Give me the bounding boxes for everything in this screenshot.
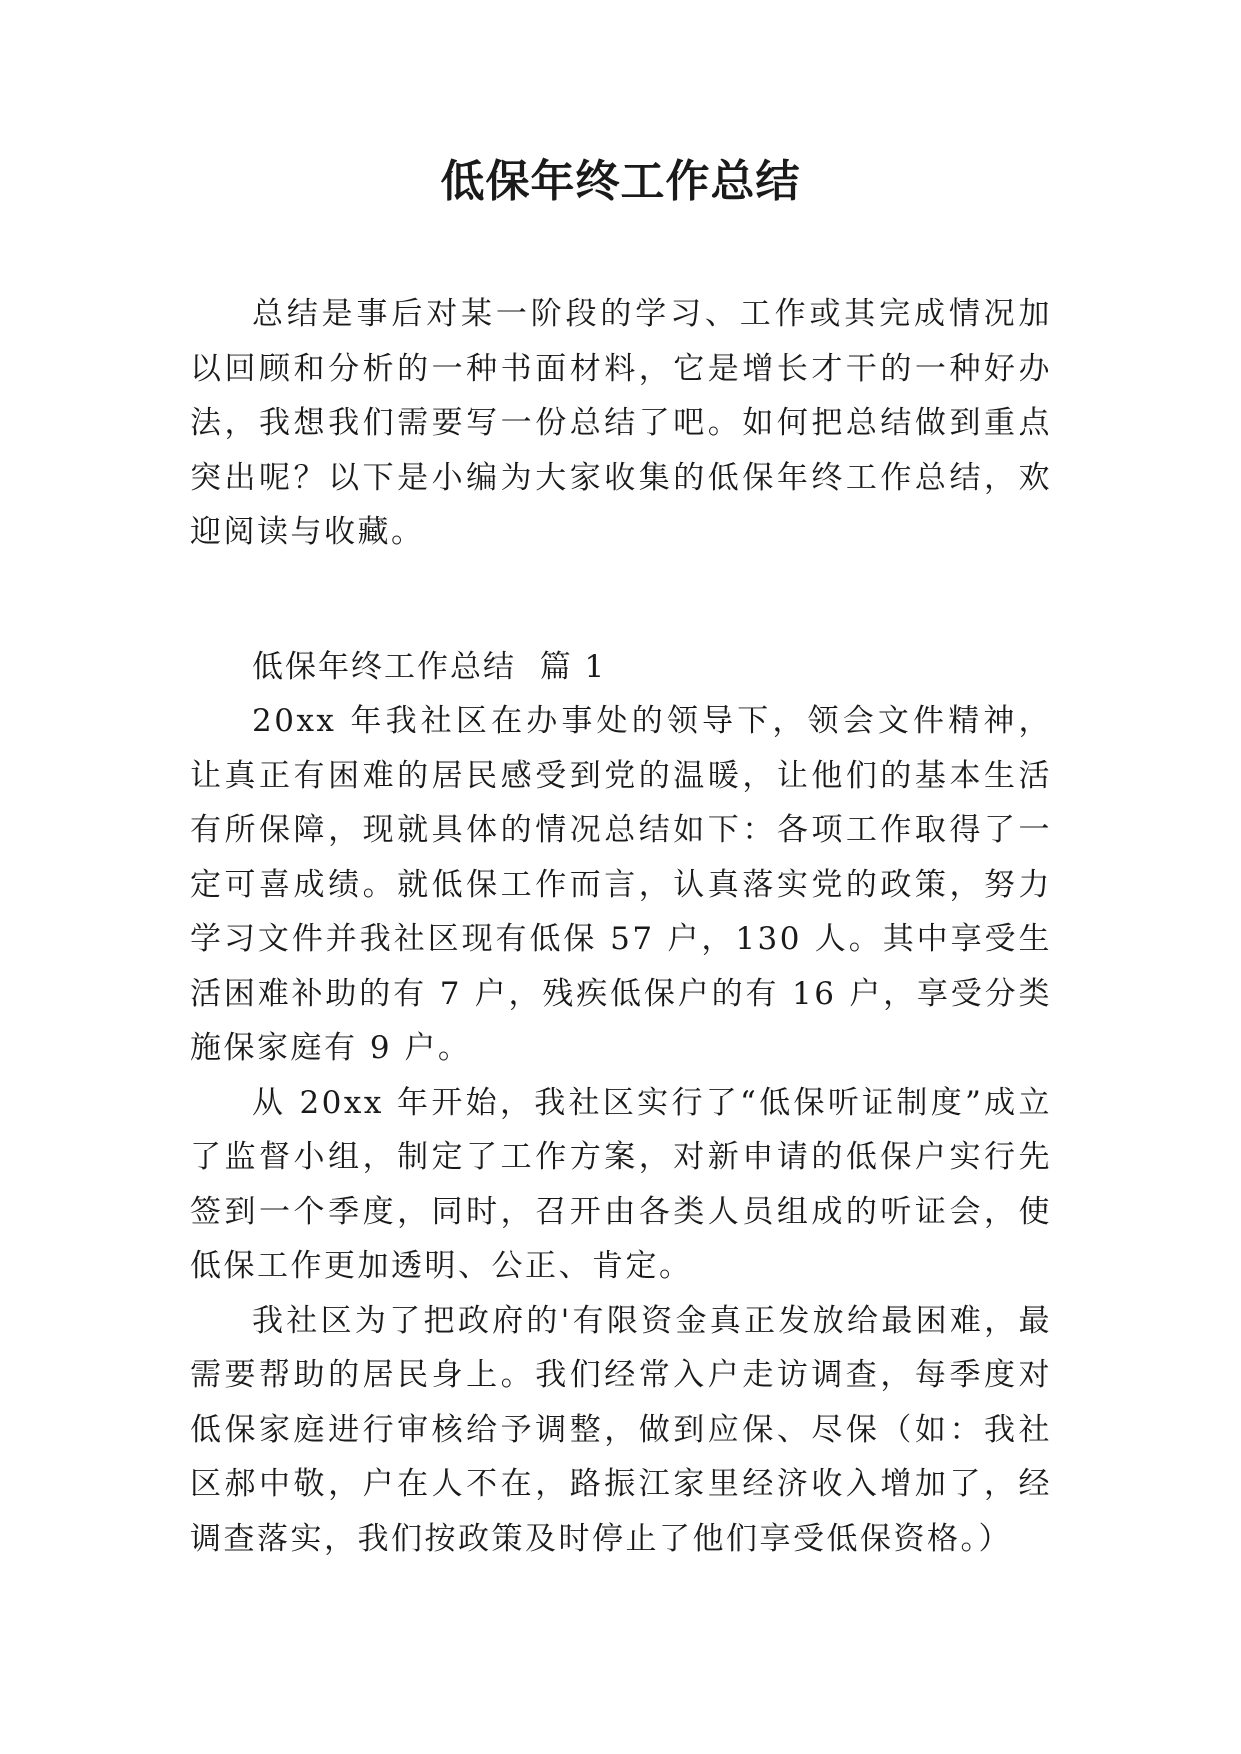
body-paragraph-3: 我社区为了把政府的'有限资金真正发放给最困难，最需要帮助的居民身上。我们经常入户走访调查，每季度对低保家庭进行审核给予调整，做到应保、尽保（如：我社区郝中敬，户在人不在，路振江家里经济收入增加了，经调查落实，我们按政策及时停止了他们享受低保资格。） — [190, 1302, 1052, 1557]
main-body — [190, 694, 1052, 1566]
body-paragraph-1: 20xx 年我社区在办事处的领导下，领会文件精神，让真正有困难的居民感受到党的温暖，让他们的基本生活有所保障，现就具体的情况总结如下：各项工作取得了一定可喜成绩。就低保工作而言，认真落实党的政策，努力学习文件并我社区现有低保 57 户，130 人。其中享受生活困难补助的有 7 户，残疾低保户的有 16 户，享受分类施保家庭有 9 户。 — [190, 703, 1052, 1066]
section-heading: 低保年终工作总结 篇 1 — [252, 649, 607, 685]
document-title: 低保年终工作总结 — [440, 156, 801, 207]
body-paragraph-2: 从 20xx 年开始，我社区实行了“低保听证制度”成立了监督小组，制定了工作方案，对新申请的低保户实行先签到一个季度，同时，召开由各类人员组成的听证会，使低保工作更加透明、公正、肯定。 — [190, 1084, 1052, 1284]
intro-paragraph: 总结是事后对某一阶段的学习、工作或其完成情况加以回顾和分析的一种书面材料，它是增长才干的一种好办法，我想我们需要写一份总结了吧。如何把总结做到重点突出呢？以下是小编为大家收集的低保年终工作总结，欢迎阅读与收藏。 — [190, 296, 1052, 550]
intro-block — [190, 287, 1052, 560]
